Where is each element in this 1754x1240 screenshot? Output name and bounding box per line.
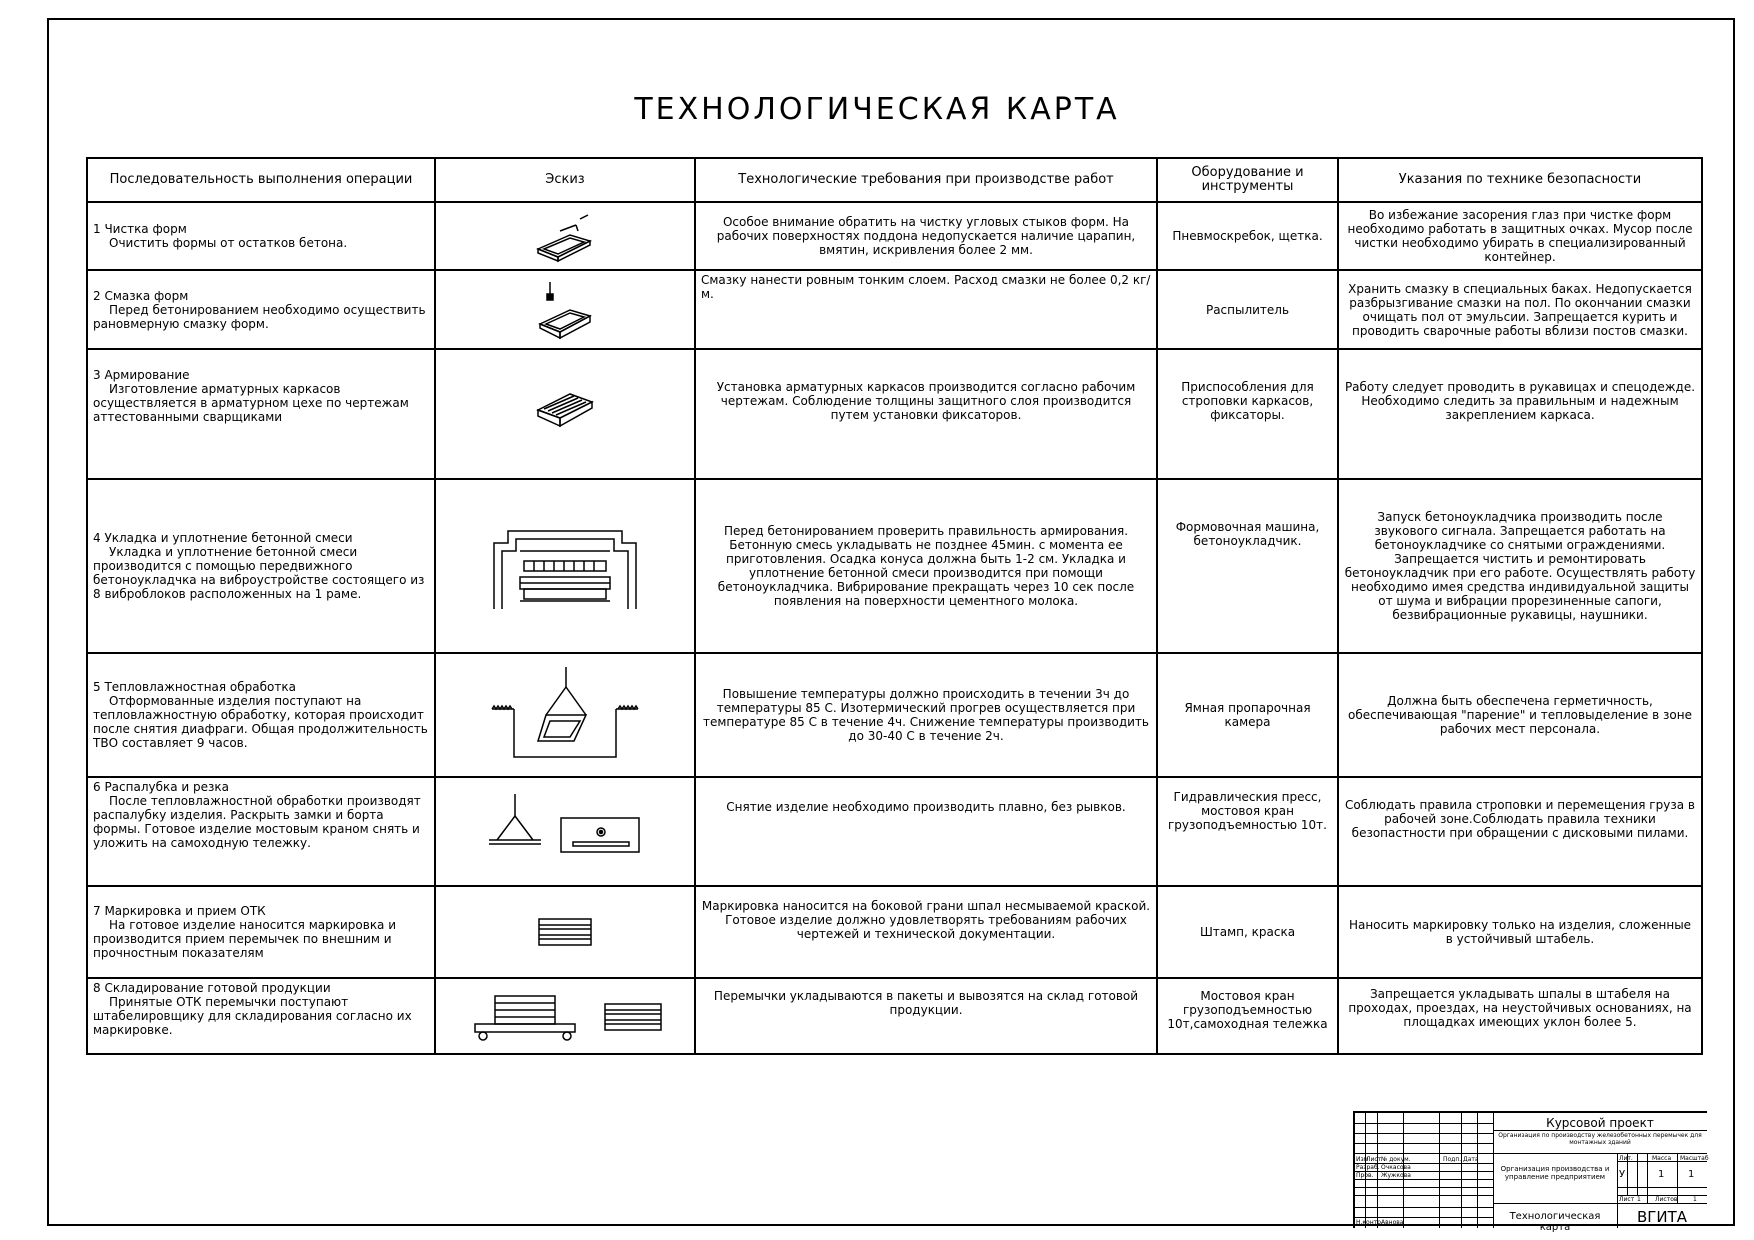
operation-desc: На готовое изделие наносится маркировка и производится прием перемычек по внешним и прочностным показателям: [93, 918, 397, 960]
table-row: [87, 886, 1702, 978]
requirements-cell: Особое внимание обратить на чистку угловых стыков форм. На рабочих поверхностях поддона недопускается наличие царапин, вмятин, искривления более 2 мм.: [695, 202, 1157, 270]
sketch-cell: [435, 886, 695, 978]
table-row: [87, 270, 1702, 349]
operation-step: 4 Укладка и уплотнение бетонной смеси: [93, 531, 353, 545]
header-equipment: Оборудование и инструменты: [1157, 158, 1338, 202]
sketch-cell: [435, 270, 695, 349]
equipment-cell: Распылитель: [1157, 270, 1338, 349]
stamp-name-check: Жужкова: [1381, 1172, 1411, 1179]
table-row: [87, 479, 1702, 653]
header-requirements: Технологические требования при производстве работ: [695, 158, 1157, 202]
stamp-sheet: 1: [1658, 1169, 1665, 1180]
safety-cell: Во избежание засорения глаз при чистке форм необходимо работать в защитных очках. Мусор после чистки необходимо убирать в специализированный контейнер.: [1338, 202, 1702, 270]
stamp-mass-label: Масса: [1652, 1155, 1672, 1162]
requirements-cell: Маркировка наносится на боковой грани шпал несмываемой краской. Готовое изделие должно удовлетворять требованиям рабочих чертежей и технической документации.: [695, 886, 1157, 978]
table-row: [87, 202, 1702, 270]
operation-desc: Отформованные изделия поступают на тепловлажностную обработку, которая происходит после снятия диафраги. Общая продолжительность ТВО составляет 9 часов.: [93, 694, 428, 750]
safety-cell: Хранить смазку в специальных баках. Недопускается разбрызгивание смазки на пол. По окончании смазки очищать пол от эмульсии. Запрещается курить и проводить сварочные работы вблизи постов смазки.: [1338, 270, 1702, 349]
header-sketch: Эскиз: [435, 158, 695, 202]
table-row: [87, 653, 1702, 777]
stamp-scale-label: Масштаб: [1680, 1155, 1709, 1162]
operation-desc: Изготовление арматурных каркасов осуществляется в арматурном цехе по чертежам аттестованными сварщиками: [93, 382, 409, 424]
stamp-subject: Организация по производству железобетонных перемычек для монтажных зданий: [1498, 1132, 1702, 1146]
stamp-head-date: Дата: [1463, 1156, 1479, 1163]
operation-step: 5 Тепловлажностная обработка: [93, 680, 296, 694]
operation-desc: Укладка и уплотнение бетонной смеси производится с помощью передвижного бетоноукладчка на виброустройстве состоящего из 8 виброблоков расположенных на 1 раме.: [93, 545, 425, 601]
form-cleaning-sketch: [530, 209, 600, 263]
sketch-cell: [435, 777, 695, 886]
operation-step: 3 Армирование: [93, 368, 190, 382]
safety-cell: Соблюдать правила строповки и перемещения груза в рабочей зоне.Соблюдать правила техники безопастности при обращении с дисковыми пилами.: [1338, 777, 1702, 886]
steam-curing-sketch: [490, 665, 640, 765]
stamp-lists-value: 1: [1693, 1196, 1697, 1203]
demolding-sketch: [485, 792, 645, 872]
sketch-cell: [435, 978, 695, 1054]
safety-cell: Запрещается укладывать шпалы в штабеля на проходах, проездах, на неустойчивых основаниях, на площадках имеющих уклон более 5.: [1338, 978, 1702, 1054]
storage-sketch: [465, 986, 665, 1046]
stamp-head-doc: № докум.: [1381, 1156, 1411, 1163]
reinforcement-sketch: [530, 380, 600, 428]
equipment-cell: Ямная пропарочная камера: [1157, 653, 1338, 777]
equipment-cell: Пневмоскребок, щетка.: [1157, 202, 1338, 270]
operation-step: 2 Смазка форм: [93, 288, 189, 303]
operation-cell: [87, 479, 435, 653]
operation-cell: [87, 978, 435, 1054]
safety-cell: Наносить маркировку только на изделия, сложенные в устойчивый штабель.: [1338, 886, 1702, 978]
stamp-stage: У: [1619, 1169, 1626, 1180]
stamp-lit-label: Лит.: [1619, 1155, 1633, 1162]
stamp-project: Курсовой проект: [1546, 1116, 1654, 1130]
sketch-cell: [435, 653, 695, 777]
requirements-cell: Перемычки укладываются в пакеты и вывозятся на склад готовой продукции.: [695, 978, 1157, 1054]
safety-cell: Должна быть обеспечена герметичность, обеспечивающая "парение" и тепловыделение в зоне рабочих мест персонала.: [1338, 653, 1702, 777]
operation-step: 6 Распалубка и резка: [93, 780, 230, 794]
table-header-row: [87, 158, 1702, 202]
equipment-cell: Формовочная машина, бетоноукладчик.: [1157, 479, 1338, 653]
operation-cell: [87, 777, 435, 886]
operation-desc: Принятые ОТК перемычки поступают штабелировщику для складирования согласно их маркировке.: [93, 995, 412, 1037]
requirements-cell: Перед бетонированием проверить правильность армирования. Бетонную смесь укладывать не позднее 45мин. с момента ее приготовления. Осадка конуса должна быть 1-2 см. Укладка и уплотнение бетонной смеси производится при помощи бетоноукладчика. Вибрирование прекращать через 10 сек после появления на поверхности цементного молока.: [695, 479, 1157, 653]
table-row: [87, 978, 1702, 1054]
stamp-head-sign: Подп.: [1443, 1156, 1462, 1163]
requirements-cell: Смазку нанести ровным тонким слоем. Расход смазки не более 0,2 кг/м.: [695, 270, 1157, 349]
equipment-cell: Мостовоя кран грузоподъемностью 10т,самоходная тележка: [1157, 978, 1338, 1054]
operation-cell: [87, 202, 435, 270]
operation-desc: После тепловлажностной обработки производят распалубку изделия. Раскрыть замки и борта формы. Готовое изделие мостовым краном снять и уложить на самоходную тележку.: [93, 794, 421, 850]
stamp-sheets: 1: [1688, 1169, 1695, 1180]
sketch-cell: [435, 479, 695, 653]
form-lubrication-sketch: [530, 278, 600, 342]
operation-desc: Перед бетонированием необходимо осуществить рановмерную смазку форм.: [93, 302, 426, 331]
stamp-name-norm: Авнова: [1381, 1219, 1404, 1226]
operation-step: 8 Складирование готовой продукции: [93, 981, 331, 995]
operation-cell: [87, 653, 435, 777]
header-safety: Указания по технике безопасности: [1338, 158, 1702, 202]
requirements-cell: Установка арматурных каркасов производится согласно рабочим чертежам. Соблюдение толщины защитного слоя производится путем установки фиксаторов.: [695, 349, 1157, 479]
stamp-name-dev: Очкасова: [1381, 1164, 1411, 1171]
sketch-cell: [435, 202, 695, 270]
table-row: [87, 349, 1702, 479]
operation-step: 1 Чистка форм: [93, 222, 187, 236]
page-title: ТЕХНОЛОГИЧЕСКАЯ КАРТА: [634, 92, 1120, 127]
stamp-head-izm: Изм: [1356, 1156, 1369, 1163]
operation-step: 7 Маркировка и прием ОТК: [93, 904, 266, 918]
stamp-org-title: Организация производства и управление предприятием: [1500, 1165, 1610, 1181]
title-block-stamp: [1353, 1111, 1709, 1233]
stamp-university: ВГИТА: [1636, 1208, 1688, 1226]
stamp-role-check: Пров.: [1356, 1172, 1374, 1179]
stamp-list-label: Лист: [1619, 1196, 1635, 1203]
technological-map-table: [86, 157, 1703, 1055]
equipment-cell: Гидравлическия пресс, мостовоя кран грузоподъемностью 10т.: [1157, 777, 1338, 886]
equipment-cell: Приспособления для строповки каркасов, фиксаторы.: [1157, 349, 1338, 479]
table-row: [87, 777, 1702, 886]
equipment-cell: Штамп, краска: [1157, 886, 1338, 978]
operation-cell: [87, 886, 435, 978]
stamp-list-value: 1: [1637, 1196, 1641, 1203]
stamp-role-norm: Н.контр.: [1356, 1219, 1383, 1226]
header-sequence: Последовательность выполнения операции: [87, 158, 435, 202]
stamp-head-list: Лист: [1366, 1156, 1382, 1163]
concrete-laying-sketch: [490, 521, 640, 611]
stamp-sheet-name: Технологическая карта: [1509, 1211, 1601, 1233]
requirements-cell: Снятие изделие необходимо производить плавно, без рывков.: [695, 777, 1157, 886]
requirements-cell: Повышение температуры должно происходить в течении 3ч до температуры 85 С. Изотермический прогрев осуществляется при температуре 85 С в течение 4ч. Снижение температуры производить до 30-40 С в течение 2ч.: [695, 653, 1157, 777]
operation-cell: [87, 349, 435, 479]
marking-sketch: [535, 915, 595, 949]
safety-cell: Работу следует проводить в рукавицах и спецодежде. Необходимо следить за правильным и надежным закреплением каркаса.: [1338, 349, 1702, 479]
stamp-lists-label: Листов: [1655, 1196, 1678, 1203]
operation-cell: [87, 270, 435, 349]
stamp-role-dev: Разраб.: [1356, 1164, 1380, 1171]
operation-desc: Очистить формы от остатков бетона.: [109, 236, 348, 250]
safety-cell: Запуск бетоноукладчика производить после звукового сигнала. Запрещается работать на бетоноукладчике со снятыми ограждениями. Запрещается чистить и ремонтировать бетоноукладчик при его работе. Осуществлять работу необходимо имея средства индивидуальной защиты от шума и вибрации прорезиненные сапоги, безвибрационные рукавицы, наушники.: [1338, 479, 1702, 653]
sketch-cell: [435, 349, 695, 479]
